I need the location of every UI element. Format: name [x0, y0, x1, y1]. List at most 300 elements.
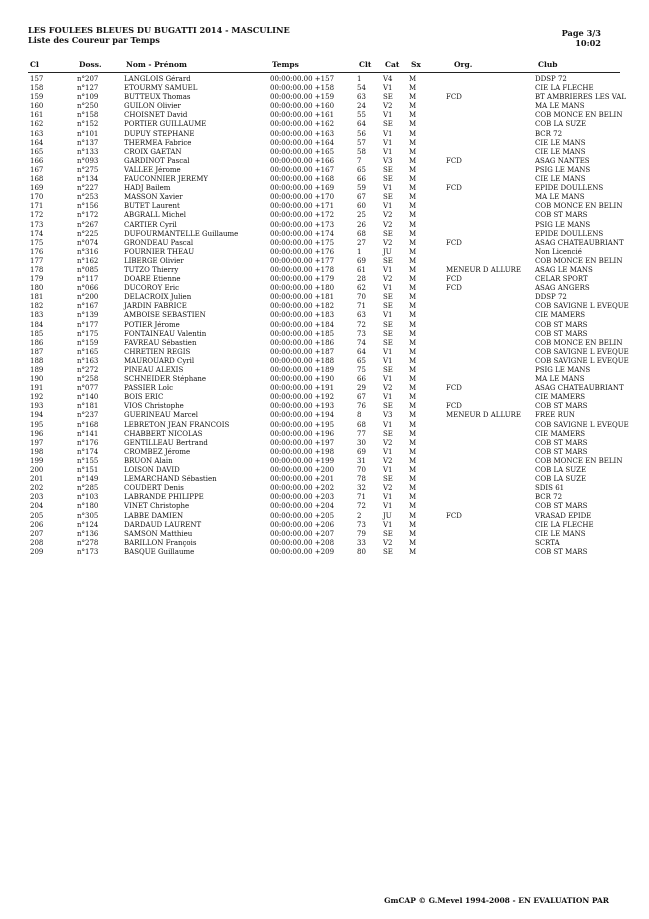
cell-sex: M	[409, 302, 417, 311]
col-header-clt: Clt	[359, 60, 372, 69]
cell-sex: M	[409, 293, 417, 302]
cell-name: DARDAUD LAURENT	[124, 520, 202, 529]
cell-clt: 72	[357, 320, 366, 329]
table-row	[0, 366, 649, 375]
col-header-category: Cat	[385, 60, 400, 69]
cell-cl: 158	[30, 84, 44, 93]
cell-time: 00:00:00.00 +174	[270, 229, 335, 238]
cell-club: DDSP 72	[535, 75, 567, 83]
cell-time: 00:00:00.00 +179	[270, 275, 335, 284]
cell-time: 00:00:00.00 +206	[270, 520, 335, 529]
cell-sex: M	[409, 211, 417, 220]
cell-name: PINEAU ALEXIS	[124, 366, 184, 374]
cell-time: 00:00:00.00 +161	[270, 111, 335, 120]
cell-cl: 178	[30, 265, 44, 274]
cell-cl: 189	[30, 366, 44, 374]
cell-clt: 78	[357, 475, 366, 484]
cell-category: V2	[383, 384, 393, 393]
cell-dossard: n°158	[77, 111, 99, 120]
print-time: 10:02	[575, 38, 601, 48]
cell-club: BCR 72	[535, 493, 563, 502]
table-row	[0, 111, 649, 120]
cell-sex: M	[409, 420, 417, 429]
cell-category: SE	[383, 165, 393, 174]
cell-dossard: n°103	[77, 493, 99, 502]
cell-name: ABGRALL Michel	[124, 211, 186, 220]
table-row	[0, 357, 649, 366]
cell-category: V2	[383, 456, 393, 465]
cell-sex: M	[409, 411, 417, 420]
cell-clt: 73	[357, 329, 366, 338]
cell-clt: 8	[357, 411, 362, 420]
cell-club: COB ST MARS	[535, 438, 588, 447]
cell-time: 00:00:00.00 +167	[270, 165, 335, 174]
cell-clt: 31	[357, 456, 366, 465]
cell-clt: 64	[357, 347, 366, 356]
table-row	[0, 93, 649, 102]
cell-dossard: n°139	[77, 311, 99, 320]
cell-name: GARDINOT Pascal	[124, 156, 190, 165]
cell-dossard: n°181	[77, 402, 99, 411]
cell-category: V1	[383, 265, 393, 274]
cell-cl: 192	[30, 393, 44, 402]
cell-cl: 196	[30, 429, 44, 438]
cell-cl: 187	[30, 347, 44, 356]
cell-club: COB SAVIGNE L EVEQUE	[535, 420, 629, 429]
cell-category: SE	[383, 529, 393, 538]
cell-name: DELACROIX Julien	[124, 293, 192, 302]
cell-club: CIE MAMERS	[535, 311, 586, 320]
document-title: LES FOULEES BLEUES DU BUGATTI 2014 - MASCULINE	[28, 25, 290, 35]
cell-club: ASAG LE MANS	[535, 265, 593, 274]
cell-dossard: n°177	[77, 320, 99, 329]
cell-name: THERMEA Fabrice	[124, 138, 192, 147]
table-row	[0, 521, 649, 530]
cell-sex: M	[409, 502, 417, 511]
table-row	[0, 339, 649, 348]
cell-club: COB LA SUZE	[535, 120, 587, 129]
col-header-sex: Sx	[411, 60, 421, 69]
cell-time: 00:00:00.00 +188	[270, 356, 335, 365]
cell-sex: M	[409, 456, 417, 465]
cell-dossard: n°127	[77, 84, 99, 93]
cell-time: 00:00:00.00 +166	[270, 156, 335, 165]
cell-sex: M	[409, 111, 417, 120]
cell-org: MENEUR D ALLURE	[446, 411, 521, 420]
cell-cl: 184	[30, 320, 44, 329]
cell-dossard: n°074	[77, 238, 99, 247]
cell-clt: 59	[357, 184, 366, 193]
cell-name: POTIER Jérome	[124, 320, 180, 329]
table-row	[0, 448, 649, 457]
cell-clt: 66	[357, 175, 366, 184]
cell-dossard: n°149	[77, 475, 99, 484]
cell-time: 00:00:00.00 +157	[270, 75, 335, 83]
cell-category: V1	[383, 347, 393, 356]
cell-clt: 76	[357, 402, 366, 411]
cell-sex: M	[409, 93, 417, 102]
table-row	[0, 221, 649, 230]
cell-clt: 25	[357, 211, 366, 220]
cell-clt: 63	[357, 311, 366, 320]
cell-name: GRONDEAU Pascal	[124, 238, 194, 247]
cell-clt: 77	[357, 429, 366, 438]
cell-club: CELAR SPORT	[535, 275, 588, 284]
cell-category: SE	[383, 256, 393, 265]
cell-name: VINET Christophe	[124, 502, 190, 511]
cell-club: FREE RUN	[535, 411, 575, 420]
cell-dossard: n°134	[77, 175, 99, 184]
cell-dossard: n°316	[77, 247, 99, 256]
cell-cl: 176	[30, 247, 44, 256]
cell-name: BUTTEUX Thomas	[124, 93, 191, 102]
cell-clt: 65	[357, 165, 366, 174]
cell-clt: 68	[357, 420, 366, 429]
cell-sex: M	[409, 493, 417, 502]
cell-club: COB ST MARS	[535, 211, 588, 220]
cell-category: V1	[383, 447, 393, 456]
cell-clt: 30	[357, 438, 366, 447]
cell-dossard: n°258	[77, 375, 99, 384]
table-row	[0, 293, 649, 302]
cell-time: 00:00:00.00 +194	[270, 411, 335, 420]
table-row	[0, 102, 649, 111]
cell-category: SE	[383, 93, 393, 102]
cell-dossard: n°077	[77, 384, 99, 393]
cell-name: SCHNEIDER Stéphane	[124, 375, 207, 384]
cell-dossard: n°278	[77, 538, 99, 547]
cell-name: FONTAINEAU Valentin	[124, 329, 207, 338]
table-row	[0, 375, 649, 384]
cell-cl: 177	[30, 256, 44, 265]
cell-dossard: n°168	[77, 420, 99, 429]
table-row	[0, 184, 649, 193]
cell-dossard: n°165	[77, 347, 99, 356]
cell-dossard: n°275	[77, 165, 99, 174]
document-subtitle: Liste des Coureur par Temps	[28, 35, 160, 45]
cell-name: LANGLOIS Gérard	[124, 75, 191, 83]
cell-club: SDIS 61	[535, 484, 565, 493]
cell-category: V1	[383, 129, 393, 138]
cell-time: 00:00:00.00 +184	[270, 320, 335, 329]
cell-dossard: n°093	[77, 156, 99, 165]
cell-cl: 209	[30, 547, 44, 556]
cell-sex: M	[409, 284, 417, 293]
cell-clt: 56	[357, 129, 366, 138]
table-row	[0, 166, 649, 175]
table-row	[0, 311, 649, 320]
cell-cl: 206	[30, 520, 44, 529]
cell-name: TUTZO Thierry	[124, 265, 179, 274]
cell-sex: M	[409, 193, 417, 202]
cell-category: V1	[383, 502, 393, 511]
cell-name: CARTIER Cyril	[124, 220, 177, 229]
cell-org: MENEUR D ALLURE	[446, 265, 521, 274]
cell-dossard: n°162	[77, 256, 99, 265]
cell-category: JU	[383, 247, 392, 256]
cell-time: 00:00:00.00 +196	[270, 429, 335, 438]
cell-clt: 55	[357, 111, 366, 120]
table-row	[0, 402, 649, 411]
cell-cl: 199	[30, 456, 44, 465]
cell-clt: 80	[357, 547, 366, 556]
cell-category: SE	[383, 120, 393, 129]
cell-category: V1	[383, 202, 393, 211]
cell-name: BUTET Laurent	[124, 202, 180, 211]
cell-club: Non Licencié	[535, 247, 582, 256]
cell-clt: 26	[357, 220, 366, 229]
cell-name: VIOS Christophe	[124, 402, 184, 411]
cell-sex: M	[409, 156, 417, 165]
cell-category: SE	[383, 229, 393, 238]
footer-credit: GmCAP © G.Mevel 1994-2008 - EN EVALUATION PAR	[384, 896, 609, 905]
cell-time: 00:00:00.00 +208	[270, 538, 335, 547]
cell-category: SE	[383, 547, 393, 556]
table-row	[0, 411, 649, 420]
cell-name: PASSIER Loïc	[124, 384, 173, 393]
cell-cl: 166	[30, 156, 44, 165]
cell-club: MA LE MANS	[535, 193, 585, 202]
cell-time: 00:00:00.00 +160	[270, 102, 335, 111]
cell-category: V2	[383, 102, 393, 111]
cell-dossard: n°152	[77, 120, 99, 129]
cell-time: 00:00:00.00 +176	[270, 247, 335, 256]
cell-cl: 186	[30, 338, 44, 347]
cell-cl: 188	[30, 356, 44, 365]
cell-cl: 200	[30, 466, 44, 475]
cell-category: V3	[383, 411, 393, 420]
cell-cl: 169	[30, 184, 44, 193]
cell-name: GENTILLEAU Bertrand	[124, 438, 208, 447]
table-row	[0, 193, 649, 202]
cell-category: V2	[383, 438, 393, 447]
cell-category: SE	[383, 329, 393, 338]
cell-clt: 73	[357, 520, 366, 529]
table-row	[0, 321, 649, 330]
cell-sex: M	[409, 202, 417, 211]
cell-clt: 68	[357, 229, 366, 238]
cell-sex: M	[409, 220, 417, 229]
cell-dossard: n°136	[77, 529, 99, 538]
cell-time: 00:00:00.00 +199	[270, 456, 335, 465]
cell-category: V2	[383, 211, 393, 220]
cell-club: PSIG LE MANS	[535, 165, 591, 174]
cell-category: SE	[383, 402, 393, 411]
cell-category: SE	[383, 302, 393, 311]
cell-name: FAVREAU Sébastien	[124, 338, 197, 347]
cell-category: V1	[383, 84, 393, 93]
cell-sex: M	[409, 138, 417, 147]
cell-clt: 62	[357, 284, 366, 293]
cell-club: CIE LE MANS	[535, 147, 586, 156]
table-row	[0, 211, 649, 220]
cell-name: GUILON Olivier	[124, 102, 181, 111]
cell-club: CIE LE MANS	[535, 175, 586, 184]
cell-dossard: n°172	[77, 211, 99, 220]
cell-name: JARDIN FABRICE	[124, 302, 187, 311]
cell-clt: 2	[357, 511, 362, 520]
cell-time: 00:00:00.00 +164	[270, 138, 335, 147]
cell-clt: 32	[357, 484, 366, 493]
cell-category: V2	[383, 275, 393, 284]
cell-cl: 194	[30, 411, 44, 420]
cell-club: ASAG CHATEAUBRIANT	[535, 238, 624, 247]
col-header-dossard: Doss.	[79, 60, 102, 69]
cell-club: COB SAVIGNE L EVEQUE	[535, 302, 629, 311]
cell-category: V2	[383, 538, 393, 547]
table-row	[0, 75, 649, 84]
cell-sex: M	[409, 256, 417, 265]
cell-sex: M	[409, 529, 417, 538]
cell-time: 00:00:00.00 +178	[270, 265, 335, 274]
cell-name: LIBERGE Olivier	[124, 256, 184, 265]
table-row	[0, 157, 649, 166]
cell-sex: M	[409, 356, 417, 365]
col-header-cl: Cl	[30, 60, 39, 69]
cell-dossard: n°140	[77, 393, 99, 402]
header-rule	[28, 72, 620, 73]
table-row	[0, 266, 649, 275]
cell-sex: M	[409, 366, 417, 374]
cell-time: 00:00:00.00 +205	[270, 511, 335, 520]
cell-cl: 185	[30, 329, 44, 338]
cell-clt: 66	[357, 375, 366, 384]
table-row	[0, 512, 649, 521]
cell-club: DDSP 72	[535, 293, 567, 302]
cell-cl: 167	[30, 165, 44, 174]
table-row	[0, 502, 649, 511]
cell-category: V1	[383, 375, 393, 384]
cell-time: 00:00:00.00 +207	[270, 529, 335, 538]
cell-clt: 69	[357, 256, 366, 265]
cell-time: 00:00:00.00 +181	[270, 293, 335, 302]
cell-category: SE	[383, 429, 393, 438]
cell-time: 00:00:00.00 +175	[270, 238, 335, 247]
table-row	[0, 430, 649, 439]
table-row	[0, 393, 649, 402]
cell-category: V1	[383, 284, 393, 293]
cell-club: COB ST MARS	[535, 329, 588, 338]
cell-dossard: n°163	[77, 356, 99, 365]
cell-time: 00:00:00.00 +173	[270, 220, 335, 229]
cell-time: 00:00:00.00 +189	[270, 366, 335, 374]
cell-clt: 70	[357, 466, 366, 475]
cell-cl: 195	[30, 420, 44, 429]
cell-sex: M	[409, 265, 417, 274]
cell-cl: 172	[30, 211, 44, 220]
cell-category: V1	[383, 356, 393, 365]
cell-name: BASQUE Guillaume	[124, 547, 195, 556]
cell-category: SE	[383, 193, 393, 202]
table-row	[0, 466, 649, 475]
cell-time: 00:00:00.00 +159	[270, 93, 335, 102]
cell-clt: 71	[357, 493, 366, 502]
cell-clt: 58	[357, 147, 366, 156]
cell-time: 00:00:00.00 +200	[270, 466, 335, 475]
cell-name: DUPUY STEPHANE	[124, 129, 195, 138]
cell-club: CIE MAMERS	[535, 393, 586, 402]
cell-category: SE	[383, 175, 393, 184]
col-header-name: Nom - Prénom	[126, 60, 187, 69]
cell-clt: 61	[357, 265, 366, 274]
cell-club: COB ST MARS	[535, 402, 588, 411]
cell-time: 00:00:00.00 +201	[270, 475, 335, 484]
cell-dossard: n°180	[77, 502, 99, 511]
cell-sex: M	[409, 184, 417, 193]
cell-dossard: n°207	[77, 75, 99, 83]
table-row	[0, 493, 649, 502]
cell-org: FCD	[446, 184, 462, 193]
table-row	[0, 539, 649, 548]
cell-sex: M	[409, 475, 417, 484]
cell-cl: 201	[30, 475, 44, 484]
cell-category: V1	[383, 420, 393, 429]
cell-time: 00:00:00.00 +177	[270, 256, 335, 265]
cell-club: VRASAD EPIDE	[535, 511, 592, 520]
cell-time: 00:00:00.00 +190	[270, 375, 335, 384]
page-number: Page 3/3	[561, 28, 601, 38]
cell-category: SE	[383, 338, 393, 347]
cell-time: 00:00:00.00 +168	[270, 175, 335, 184]
cell-dossard: n°137	[77, 138, 99, 147]
cell-time: 00:00:00.00 +172	[270, 211, 335, 220]
cell-org: FCD	[446, 384, 462, 393]
cell-cl: 207	[30, 529, 44, 538]
cell-name: DUCOROY Eric	[124, 284, 180, 293]
cell-category: V1	[383, 311, 393, 320]
col-header-time: Temps	[272, 60, 299, 69]
cell-cl: 202	[30, 484, 44, 493]
cell-time: 00:00:00.00 +163	[270, 129, 335, 138]
cell-name: CHOISNET David	[124, 111, 188, 120]
table-row	[0, 384, 649, 393]
cell-dossard: n°305	[77, 511, 99, 520]
cell-sex: M	[409, 275, 417, 284]
cell-cl: 204	[30, 502, 44, 511]
cell-name: GUERINEAU Marcel	[124, 411, 199, 420]
cell-org: FCD	[446, 275, 462, 284]
cell-org: FCD	[446, 156, 462, 165]
cell-name: DOARE Etienne	[124, 275, 181, 284]
cell-category: V1	[383, 393, 393, 402]
cell-sex: M	[409, 429, 417, 438]
table-row	[0, 139, 649, 148]
table-row	[0, 439, 649, 448]
cell-sex: M	[409, 84, 417, 93]
cell-dossard: n°066	[77, 284, 99, 293]
cell-cl: 183	[30, 311, 44, 320]
table-row	[0, 257, 649, 266]
cell-name: DUFOURMANTELLE Guillaume	[124, 229, 239, 238]
cell-dossard: n°167	[77, 302, 99, 311]
cell-club: COB ST MARS	[535, 547, 588, 556]
cell-cl: 162	[30, 120, 44, 129]
cell-cl: 190	[30, 375, 44, 384]
cell-time: 00:00:00.00 +170	[270, 193, 335, 202]
cell-time: 00:00:00.00 +204	[270, 502, 335, 511]
cell-name: LEBRETON JEAN FRANCOIS	[124, 420, 230, 429]
cell-cl: 180	[30, 284, 44, 293]
cell-cl: 173	[30, 220, 44, 229]
cell-sex: M	[409, 120, 417, 129]
cell-name: ETOURMY SAMUEL	[124, 84, 198, 93]
cell-club: CIE LA FLECHE	[535, 84, 594, 93]
cell-club: COB SAVIGNE L EVEQUE	[535, 356, 629, 365]
cell-club: COB ST MARS	[535, 320, 588, 329]
cell-dossard: n°200	[77, 293, 99, 302]
table-row	[0, 248, 649, 257]
cell-cl: 165	[30, 147, 44, 156]
